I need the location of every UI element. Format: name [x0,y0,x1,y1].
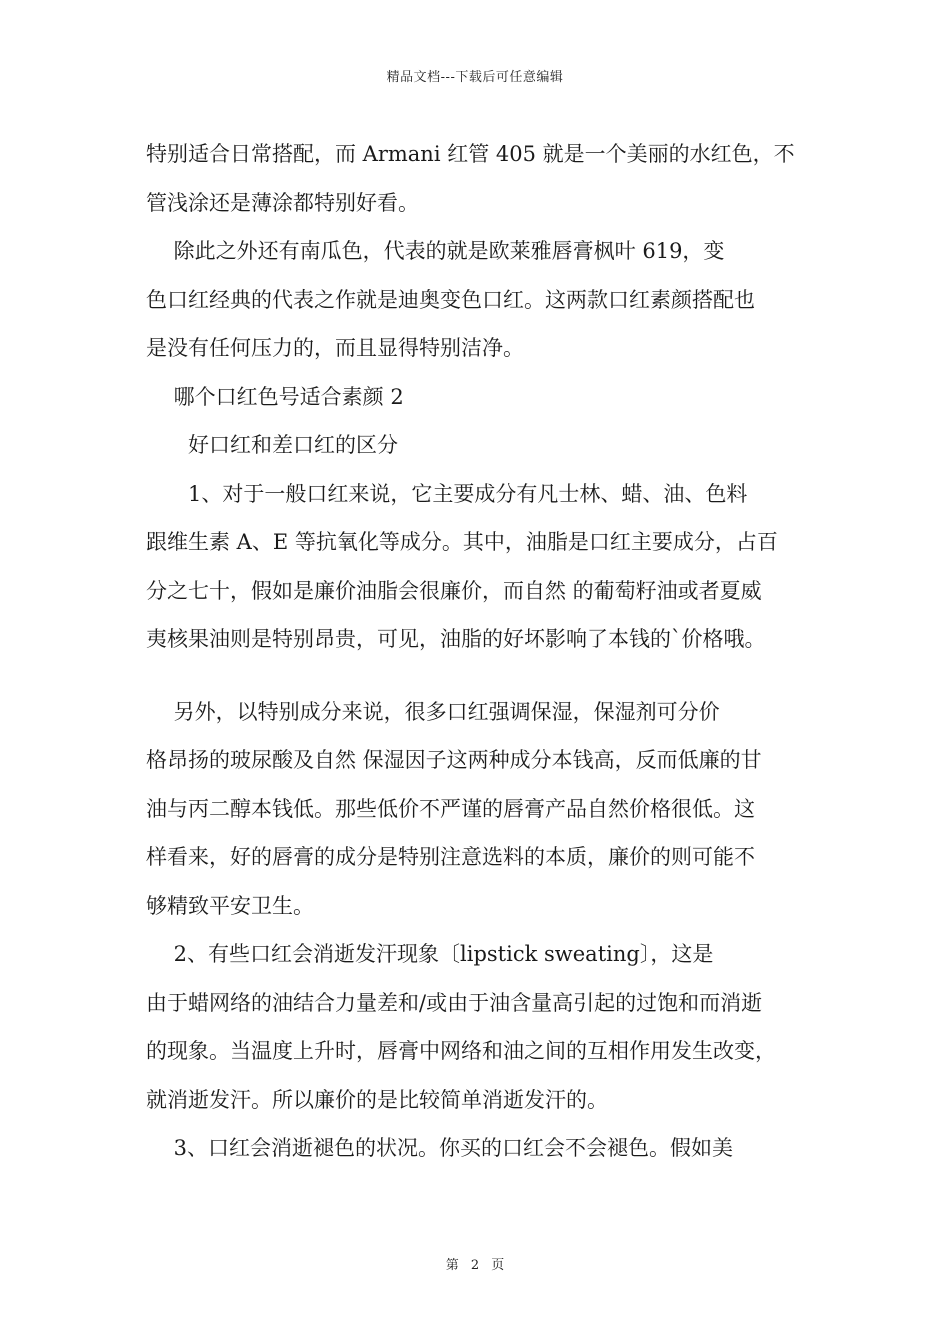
text-line: 分之七十，假如是廉价油脂会很廉价，而自然 的葡萄籽油或者夏威 [146,578,762,603]
page-footer [0,1254,950,1273]
text-line: 管浅涂还是薄涂都特别好看。 [146,190,419,215]
text-line: 特别适合日常搭配，而 Armani 红管 405 就是一个美丽的水红色，不 [146,142,795,166]
section-heading: 哪个口红色号适合素颜 2 [146,384,404,409]
subsection-heading: 好口红和差口红的区分 [146,433,398,457]
text-line: 3、口红会消逝褪色的状况。你买的口红会不会褪色。假如美 [146,1136,734,1160]
text-line: 油与丙二醇本钱低。那些低价不严谨的唇膏产品自然价格很低。这 [146,796,755,821]
text-line: 除此之外还有南瓜色，代表的就是欧莱雅唇膏枫叶 619，变 [146,239,725,263]
page-number: 2 [470,1258,480,1273]
text-line: 是没有任何压力的，而且显得特别洁净。 [146,336,524,360]
page-number-prefix: 第 [445,1258,459,1273]
text-line: 夷核果油则是特别昂贵，可见，油脂的好坏影响了本钱的`价格哦。 [146,627,766,651]
text-line: 格昂扬的玻尿酸及自然 保湿因子这两种成分本钱高，反而低廉的甘 [146,748,762,772]
page-header: 精品文档---下载后可任意编辑 [386,70,564,85]
text-line: 2、有些口红会消逝发汗现象〔lipstick sweating〕，这是 [146,942,714,966]
page-number-suffix: 页 [491,1258,505,1273]
text-line: 另外，以特别成分来说，很多口红强调保湿，保湿剂可分价 [146,699,720,724]
text-line: 1、对于一般口红来说，它主要成分有凡士林、蜡、油、色料 [146,481,748,506]
text-line: 的现象。当温度上升时，唇膏中网络和油之间的互相作用发生改变， [146,1039,776,1063]
text-line: 就消逝发汗。所以廉价的是比较简单消逝发汗的。 [146,1087,608,1112]
paragraph-gap [146,664,814,688]
text-line: 跟维生素 A、E 等抗氧化等成分。其中，油脂是口红主要成分，占百 [146,530,778,554]
document-body [146,130,814,1173]
text-line: 够精致平安卫生。 [146,893,314,918]
text-line: 色口红经典的代表之作就是迪奥变色口红。这两款口红素颜搭配也 [146,287,755,312]
text-line: 由于蜡网络的油结合力量差和/或由于油含量高引起的过饱和而消逝 [146,990,763,1015]
text-line: 样看来，好的唇膏的成分是特别注意选料的本质，廉价的则可能不 [146,845,755,869]
